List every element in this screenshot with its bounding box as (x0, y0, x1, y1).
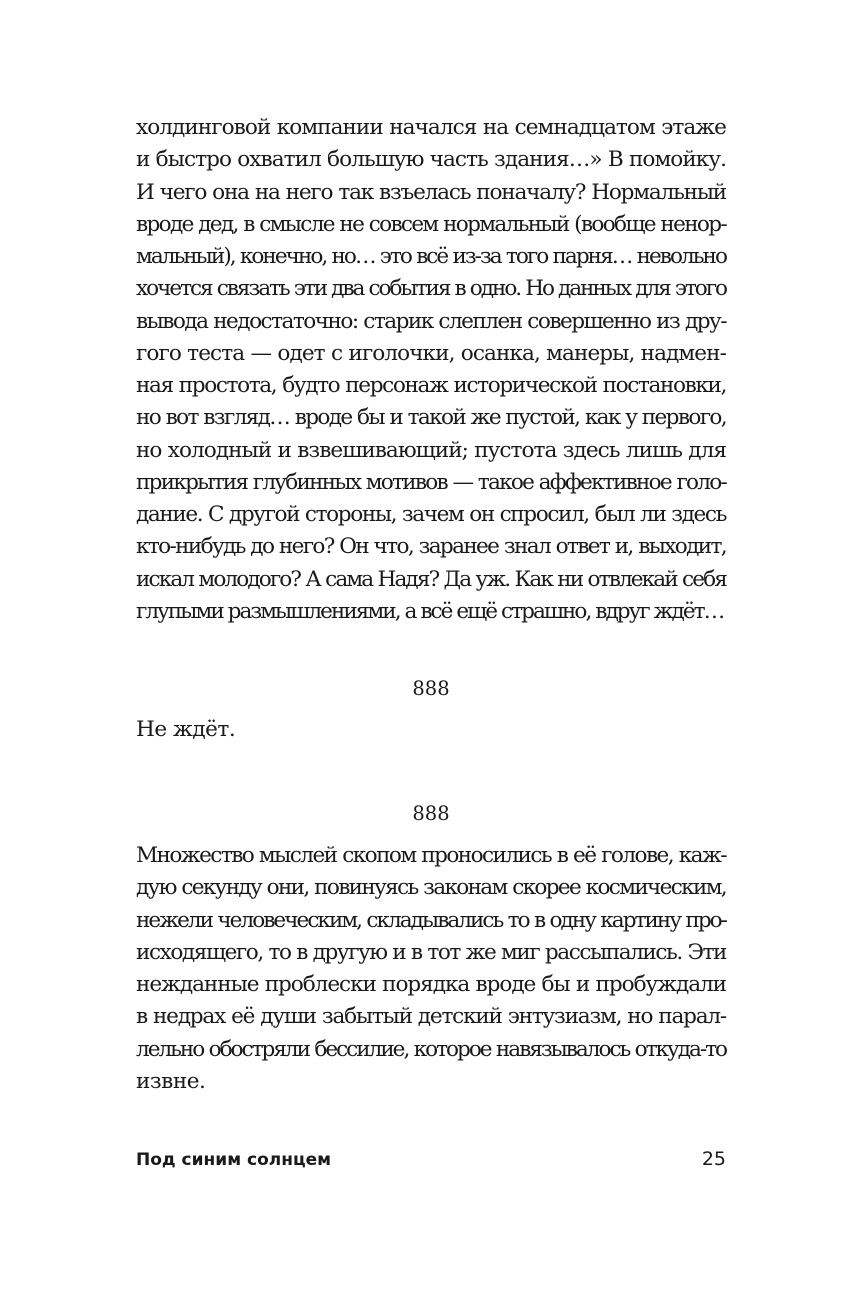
section-separator: 888 (412, 802, 450, 825)
paragraph-1 (136, 112, 726, 628)
paragraph-line: лельно обостряли бессилие, которое навязывалось откуда-то (136, 1036, 726, 1062)
page-number: 25 (701, 1148, 726, 1170)
paragraph-line: кто-нибудь до него? Он что, заранее знал ответ и, выходит, (136, 534, 726, 560)
paragraph-line: гого теста — одет с иголочки, осанка, манеры, надмен- (136, 340, 726, 366)
paragraph-line: нежданные проблески порядка вроде бы и пробуждали (136, 972, 726, 997)
paragraph-line: но холодный и взвешивающий; пустота здесь лишь для (136, 437, 726, 463)
paragraph-line: искал молодого? А сама Надя? Да уж. Как ни отвлекай себя (136, 566, 726, 592)
paragraph-line: извне. (136, 1068, 206, 1094)
paragraph-line: холдинговой компании начался на семнадцатом этаже (136, 115, 726, 140)
paragraph-line: ная простота, будто персонаж исторической постановки, (136, 373, 726, 398)
paragraph-line: в недрах её души забытый детский энтузиазм, но парал- (136, 1004, 726, 1030)
paragraph-line: нежели человеческим, складывались то в одну картину про- (136, 907, 726, 933)
paragraph-line: но вот взгляд… вроде бы и такой же пустой, как у первого, (136, 405, 726, 431)
paragraph-line: прикрытия глубинных мотивов — такое аффективное голо- (136, 469, 726, 495)
paragraph-line: исходящего, то в другую и в тот же миг рассыпались. Эти (136, 939, 726, 965)
running-footer-title: Под синим солнцем (136, 1150, 331, 1170)
paragraph-line: вроде дед, в смысле не совсем нормальный (вообще ненор- (136, 211, 726, 237)
paragraph-line: и быстро охватил большую часть здания…» В помойку. (136, 147, 726, 173)
paragraph-line: хочется связать эти два события в одно. Но данных для этого (136, 276, 726, 302)
paragraph-line: мальный), конечно, но… это всё из-за того парня… невольно (136, 244, 726, 269)
section-separator: 888 (412, 677, 450, 700)
paragraph-2 (136, 840, 726, 1098)
paragraph-line: глупыми размышлениями, а всё ещё страшно, вдруг ждёт… (136, 598, 724, 624)
paragraph-line: Множество мыслей скопом проносились в её голове, каж- (136, 843, 726, 868)
short-paragraph: Не ждёт. (136, 717, 236, 742)
paragraph-line: дую секунду они, повинуясь законам скорее космическим, (136, 875, 726, 901)
paragraph-line: И чего она на него так взъелась поначалу? Нормальный (136, 179, 726, 205)
paragraph-line: дание. С другой стороны, зачем он спросил, был ли здесь (136, 502, 726, 527)
paragraph-line: вывода недостаточно: старик слеплен совершенно из дру- (136, 308, 726, 334)
